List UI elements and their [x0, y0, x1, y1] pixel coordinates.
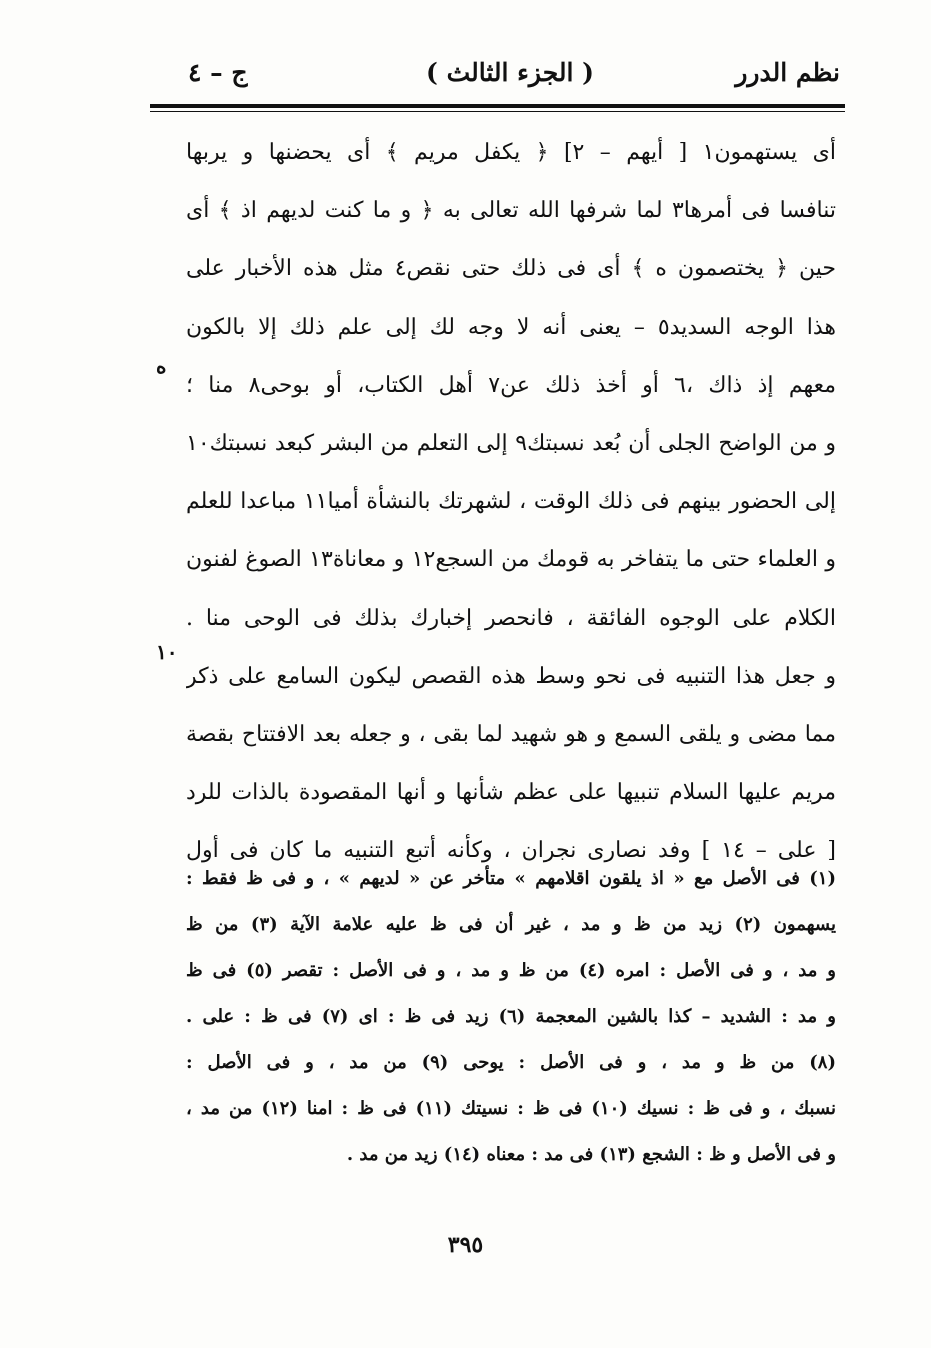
- footnote-line-3: و مد ، و فى الأصل : امره (٤) من ظ و مد ، و فى الأصل : تقصر (٥) فى ظ: [186, 960, 836, 981]
- text-line-13: [ على – ١٤ ] وفد نصارى نجران ، وكأنه أتبع التنبيه ما كان فى أول: [186, 838, 836, 864]
- footnote-line-7: و فى الأصل و ظ : الشجع (١٣) فى مد : معناه (١٤) زيد من مد .: [346, 1144, 836, 1165]
- text-line-10: و جعل هذا التنبيه فى نحو وسط هذه القصص ليكون السامع على ذكر: [186, 663, 836, 689]
- part-title: ( الجزء الثالث ): [426, 58, 594, 87]
- text-line-6: و من الواضح الجلى أن بُعد نسبتك٩ إلى التعلم من البشر كبعد نسبتك١٠: [186, 430, 836, 456]
- page-number: ٣٩٥: [447, 1232, 484, 1258]
- text-line-1: أى يستهمون١ [ أيهم – ٢] ﴿ يكفل مريم ﴾ أى يحضنها و يربها: [186, 140, 836, 165]
- footnote-line-1: (١) فى الأصل مع « اذ يلقون اقلامهم » متأخر عن « لديهم » ، و فى ظ فقط :: [186, 868, 836, 889]
- volume-label: ج – ٤: [188, 58, 248, 87]
- footnote-line-4: و مد : الشديد – كذا بالشين المعجمة (٦) زيد فى ظ : اى (٧) فى ظ : على .: [186, 1006, 836, 1027]
- text-line-9: الكلام على الوجوه الفائقة ، فانحصر إخبارك بذلك فى الوحى منا .: [186, 605, 836, 631]
- text-line-5: معهم إذ ذاك ،٦ أو أخذ ذلك عن٧ أهل الكتاب، أو بوحى٨ منا ؛: [186, 372, 836, 398]
- header-rule-thick: [150, 104, 845, 108]
- text-line-2: تنافسا فى أمرها٣ لما شرفها الله تعالى به ﴿ و ما كنت لديهم اذ ﴾ أى: [186, 198, 836, 224]
- book-title: نظم الدرر: [735, 58, 840, 87]
- footnote-line-5: (٨) من ظ و مد ، و فى الأصل : يوحى (٩) من مد ، و فى الأصل :: [186, 1052, 836, 1073]
- text-line-8: و العلماء حتى ما يتفاخر به قومك من السجع١٢ و معاناة١٣ الصوغ لفنون: [186, 547, 836, 573]
- text-line-11: مما مضى و يلقى السمع و هو شهيد لما بقى ، و جعله بعد الافتتاح بقصة: [186, 721, 836, 747]
- footnote-line-6: نسبك ، و فى ظ : نسيك (١٠) فى ظ : نسيتك (١١) فى ظ : امنا (١٢) من مد ،: [186, 1098, 836, 1119]
- footnotes: [186, 856, 836, 1178]
- header-rule-thin: [150, 111, 845, 112]
- text-line-4: هذا الوجه السديد٥ – يعنى أنه لا وجه لك إلى علم ذلك إلا بالكون: [186, 314, 836, 340]
- footnote-line-2: يسهمون (٢) زيد من ظ و مد ، غير أن فى ظ عليه علامة الآية (٣) من ظ: [186, 914, 836, 935]
- text-line-3: حين ﴿ يختصمون ه ﴾ أى فى ذلك حتى نقص٤ مثل هذه الأخبار على: [186, 256, 836, 282]
- line-number-10: ١٠: [156, 640, 178, 664]
- page-header: [180, 52, 840, 98]
- footnote-separator: [186, 850, 836, 851]
- text-line-12: مريم عليها السلام تنبيها على عظم شأنها و أنها المقصودة بالذات للرد: [186, 780, 836, 806]
- main-text: [186, 124, 836, 880]
- line-number-5: ه: [156, 354, 167, 378]
- text-line-7: إلى الحضور بينهم فى ذلك الوقت ، لشهرتك بالنشأة أميا١١ مباعدا للعلم: [186, 489, 836, 515]
